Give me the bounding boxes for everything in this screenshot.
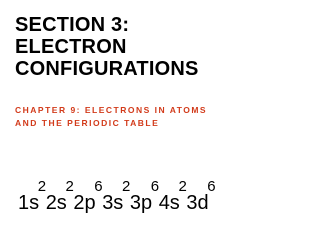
subtitle-line: AND THE PERIODIC TABLE (15, 118, 160, 128)
orbital-label: 3s (102, 192, 124, 214)
title-line: ELECTRON (15, 36, 127, 58)
orbital-term (186, 178, 216, 214)
electron-count: 6 (150, 178, 160, 195)
orbital-term (73, 178, 103, 214)
orbital-label: 1s (18, 192, 40, 214)
title-line: CONFIGURATIONS (15, 58, 199, 80)
slide-title (15, 14, 295, 80)
orbital-label: 2p (73, 192, 96, 214)
electron-configuration (18, 178, 216, 214)
orbital-term (18, 178, 47, 214)
orbital-label: 3d (186, 192, 209, 214)
subtitle-line: CHAPTER 9: ELECTRONS IN ATOMS (15, 105, 208, 115)
electron-count: 6 (94, 178, 103, 195)
electron-count: 6 (207, 178, 216, 195)
orbital-term (129, 178, 160, 214)
orbital-term (102, 178, 131, 214)
electron-count: 2 (178, 178, 187, 195)
orbital-label: 2s (45, 192, 67, 214)
orbital-term (158, 178, 187, 214)
title-line: SECTION 3: (15, 14, 130, 36)
orbital-label: 4s (158, 192, 180, 214)
slide-subtitle (15, 104, 295, 130)
electron-count: 2 (121, 178, 131, 195)
orbital-label: 3p (129, 192, 153, 214)
electron-count: 2 (65, 178, 74, 195)
orbital-term (45, 178, 74, 214)
electron-count: 2 (37, 178, 47, 195)
